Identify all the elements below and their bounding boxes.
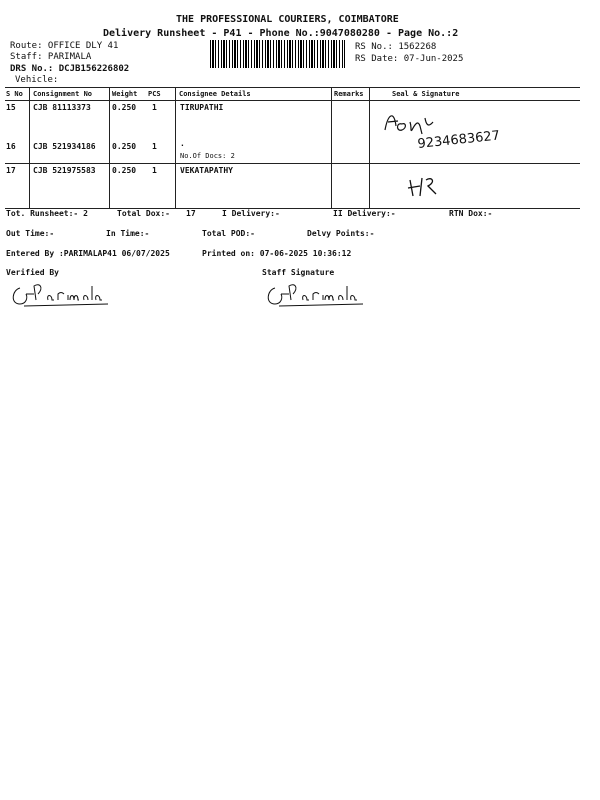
- handwritten-phone: 9234683627: [416, 128, 501, 152]
- staff-signature-label: Staff Signature: [262, 268, 335, 277]
- entered-by: Entered By :PARIMALAP41 06/07/2025: [6, 249, 170, 258]
- i-delivery: I Delivery:-: [222, 209, 280, 218]
- verified-by-label: Verified By: [6, 268, 59, 277]
- staff-handwritten-signature: [265, 280, 375, 308]
- row-weight: 0.250: [112, 103, 137, 112]
- tot-runsheet: Tot. Runsheet:- 2: [6, 209, 88, 218]
- rs-number: RS No.: 1562268: [355, 42, 437, 52]
- total-dox-label: Total Dox:-: [117, 209, 170, 218]
- ii-delivery: II Delivery:-: [333, 209, 396, 218]
- row-pcs: 1: [152, 142, 157, 151]
- rtn-dox: RTN Dox:-: [449, 209, 493, 218]
- row-consignee: TIRUPATHI: [180, 103, 224, 112]
- drs-number: DRS No.: DCJB156226802: [10, 64, 130, 74]
- col-header-pcs: PCS: [148, 90, 161, 98]
- out-time: Out Time:-: [6, 229, 55, 238]
- verified-signature: [10, 280, 120, 308]
- printed-on: Printed on: 07-06-2025 10:36:12: [202, 249, 352, 258]
- handwritten-signature-row15: [380, 108, 580, 203]
- in-time: In Time:-: [106, 229, 150, 238]
- total-dox-value: 17: [186, 209, 196, 218]
- row-consignment: CJB 521975583: [33, 166, 96, 175]
- row-consignee: VEKATAPATHY: [180, 166, 233, 175]
- col-header-remarks: Remarks: [334, 90, 364, 98]
- delvy-points: Delvy Points:-: [307, 229, 375, 238]
- rs-date: RS Date: 07-Jun-2025: [355, 54, 464, 64]
- row-consignment: CJB 521934186: [33, 142, 96, 151]
- col-header-sno: S No: [6, 90, 23, 98]
- route-text: Route: OFFICE DLY 41: [10, 41, 119, 51]
- row-weight: 0.250: [112, 166, 137, 175]
- row-weight: 0.250: [112, 142, 137, 151]
- company-title: THE PROFESSIONAL COURIERS, COIMBATORE: [176, 14, 399, 25]
- row-consignment: CJB 81113373: [33, 103, 91, 112]
- runsheet-subtitle: Delivery Runsheet - P41 - Phone No.:9047080280 - Page No.:2: [103, 28, 459, 39]
- row-docs-count: No.Of Docs: 2: [180, 152, 235, 160]
- row-sno: 15: [6, 103, 16, 112]
- vehicle-text: Vehicle:: [15, 75, 59, 85]
- col-header-consignment: Consignment No: [33, 90, 93, 98]
- row-consignee: .: [180, 139, 185, 148]
- row-sno: 17: [6, 166, 16, 175]
- row-pcs: 1: [152, 103, 157, 112]
- col-header-consignee: Consignee Details: [179, 90, 251, 98]
- barcode-icon: [210, 40, 345, 68]
- row-pcs: 1: [152, 166, 157, 175]
- staff-text: Staff: PARIMALA: [10, 52, 92, 62]
- total-pod: Total POD:-: [202, 229, 255, 238]
- row-sno: 16: [6, 142, 16, 151]
- col-header-weight: Weight: [112, 90, 138, 98]
- col-header-seal: Seal & Signature: [392, 90, 460, 98]
